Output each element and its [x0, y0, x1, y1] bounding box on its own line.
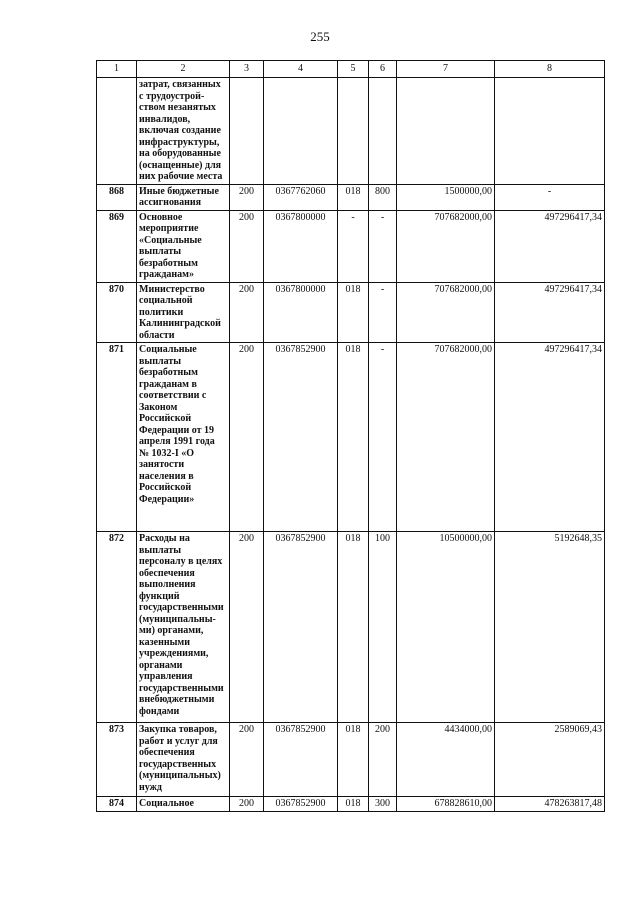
- row-col3: 200: [230, 532, 264, 723]
- row-col7: 707682000,00: [397, 343, 495, 532]
- row-col5: 018: [338, 532, 369, 723]
- table-row: [97, 282, 605, 343]
- row-col6: -: [369, 282, 397, 343]
- row-col3: 200: [230, 184, 264, 210]
- row-col4: 0367852900: [264, 797, 338, 812]
- row-number: 873: [97, 723, 137, 797]
- row-name: Основное мероприятие «Социальные выплаты безработным гражданам»: [137, 210, 230, 282]
- column-header: 4: [264, 61, 338, 78]
- row-col5: -: [338, 210, 369, 282]
- table-header-row: [97, 61, 605, 78]
- table-row: [97, 210, 605, 282]
- row-col5: 018: [338, 723, 369, 797]
- row-col3: 200: [230, 343, 264, 532]
- row-name: Закупка товаров, работ и услуг для обеспечения государственных (муниципальных) нужд: [137, 723, 230, 797]
- row-col5: 018: [338, 343, 369, 532]
- column-header: 5: [338, 61, 369, 78]
- row-col4: 0367762060: [264, 184, 338, 210]
- row-number: 868: [97, 184, 137, 210]
- row-col7: 4434000,00: [397, 723, 495, 797]
- budget-table: [96, 60, 605, 812]
- row-col3: 200: [230, 797, 264, 812]
- row-col8: 497296417,34: [495, 343, 605, 532]
- row-number: 870: [97, 282, 137, 343]
- row-col5: [338, 78, 369, 185]
- row-col5: 018: [338, 282, 369, 343]
- row-col6: -: [369, 343, 397, 532]
- row-col4: 0367800000: [264, 282, 338, 343]
- row-col8: 478263817,48: [495, 797, 605, 812]
- column-header: 2: [137, 61, 230, 78]
- row-col7: 10500000,00: [397, 532, 495, 723]
- row-col7: 678828610,00: [397, 797, 495, 812]
- row-col4: [264, 78, 338, 185]
- row-col7: 707682000,00: [397, 210, 495, 282]
- row-col7: 707682000,00: [397, 282, 495, 343]
- row-col6: 100: [369, 532, 397, 723]
- column-header: 3: [230, 61, 264, 78]
- row-col6: 300: [369, 797, 397, 812]
- row-number: 869: [97, 210, 137, 282]
- row-col8: 497296417,34: [495, 210, 605, 282]
- row-col4: 0367852900: [264, 343, 338, 532]
- page-number: 255: [310, 29, 330, 44]
- row-name: Расходы на выплаты персоналу в целях обеспечения выполнения функций государственными (муниципальны-ми) органами, казенными учреждениями, органами управления государственными внебюджетными фондами: [137, 532, 230, 723]
- row-col4: 0367852900: [264, 532, 338, 723]
- row-number: 872: [97, 532, 137, 723]
- table-row: [97, 723, 605, 797]
- row-col8: 2589069,43: [495, 723, 605, 797]
- row-col6: [369, 78, 397, 185]
- row-col6: 800: [369, 184, 397, 210]
- column-header: 1: [97, 61, 137, 78]
- row-name: Иные бюджетные ассигнования: [137, 184, 230, 210]
- row-name: Социальное: [137, 797, 230, 812]
- row-col7: [397, 78, 495, 185]
- row-col8: [495, 78, 605, 185]
- row-col5: 018: [338, 184, 369, 210]
- row-number: 874: [97, 797, 137, 812]
- column-header: 7: [397, 61, 495, 78]
- column-header: 6: [369, 61, 397, 78]
- row-col3: 200: [230, 210, 264, 282]
- row-col3: 200: [230, 723, 264, 797]
- column-header: 8: [495, 61, 605, 78]
- row-col4: 0367852900: [264, 723, 338, 797]
- table-row: [97, 343, 605, 532]
- row-col4: 0367800000: [264, 210, 338, 282]
- row-col7: 1500000,00: [397, 184, 495, 210]
- row-name: Министерство социальной политики Калининградской области: [137, 282, 230, 343]
- table-row: [97, 797, 605, 812]
- table-row: [97, 532, 605, 723]
- row-col6: -: [369, 210, 397, 282]
- row-col8: 497296417,34: [495, 282, 605, 343]
- row-number: [97, 78, 137, 185]
- row-name: затрат, связанных с трудоустрой-ством незанятых инвалидов, включая создание инфраструктуры, на оборудованные (оснащенные) для них рабочие места: [137, 78, 230, 185]
- table-row: [97, 78, 605, 185]
- row-col3: [230, 78, 264, 185]
- row-name: Социальные выплаты безработным гражданам в соответствии с Законом Российской Федерации от 19 апреля 1991 года № 1032-I «О занятости населения в Российской Федерации»: [137, 343, 230, 532]
- row-col8: -: [495, 184, 605, 210]
- row-col6: 200: [369, 723, 397, 797]
- row-col5: 018: [338, 797, 369, 812]
- row-number: 871: [97, 343, 137, 532]
- row-col3: 200: [230, 282, 264, 343]
- row-col8: 5192648,35: [495, 532, 605, 723]
- table-row: [97, 184, 605, 210]
